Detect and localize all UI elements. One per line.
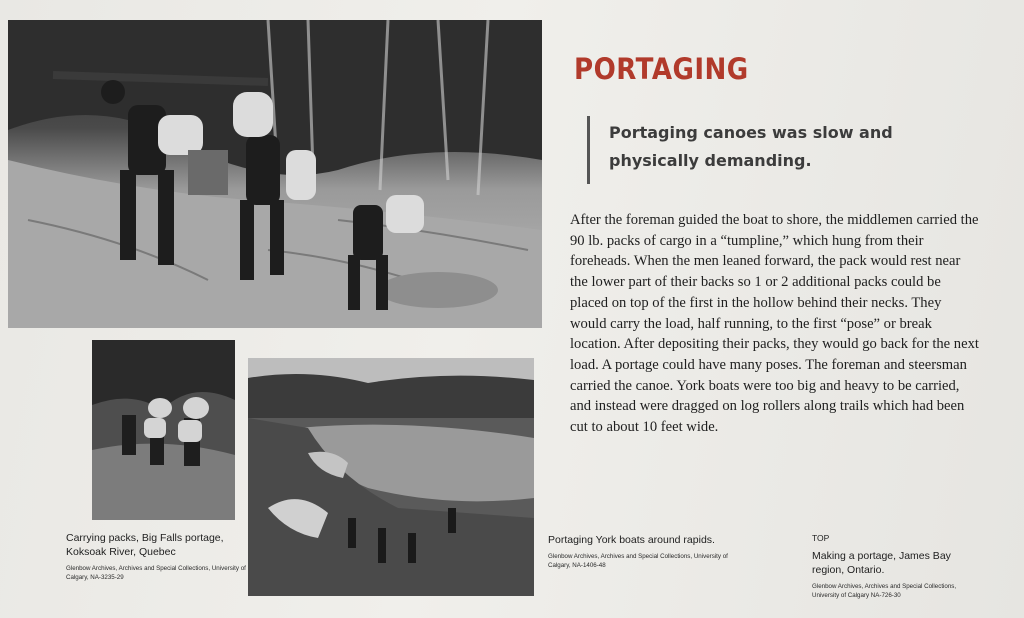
body-paragraph: After the foreman guided the boat to shore, the middlemen carried the 90 lb. packs of cargo in a “tumpline,” which hung from their foreheads. When the men leaned forward, the pack would rest near the lower part of their backs so 1 or 2 additional packs could be placed on top of the first in the hollow behind their necks. They would carry the load, half running, to the first “pose” or break location. After depositing their packs, they would go back for the next load. A portage could have many poses. The foreman and steersman carried the canoe. York boats were too big and heavy to be carried, and instead were dragged on log rollers along trails which had been cut to about 10 feet wide. <box>570 212 979 436</box>
caption-middle-main: Portaging York boats around rapids. <box>548 534 715 546</box>
caption-right <box>812 533 982 600</box>
photo-york-boats-rapids <box>248 358 534 596</box>
caption-left-main: Carrying packs, Big Falls portage, Koksoak River, Quebec <box>66 532 224 558</box>
pull-quote-bar <box>587 116 590 184</box>
caption-right-tag: TOP <box>812 533 830 543</box>
photo-portage-james-bay <box>8 20 542 328</box>
caption-left <box>66 531 246 582</box>
caption-middle <box>548 533 748 570</box>
body-text <box>570 210 980 438</box>
caption-left-credit: Glenbow Archives, Archives and Special Collections, University of Calgary, NA-3235-29 <box>66 565 246 581</box>
pull-quote: Portaging canoes was slow and physically demanding. <box>609 123 893 170</box>
caption-middle-credit: Glenbow Archives, Archives and Special Collections, University of Calgary, NA-1406-48 <box>548 553 728 569</box>
photo-big-falls-portage <box>92 340 235 520</box>
caption-right-main: Making a portage, James Bay region, Ontario. <box>812 550 951 576</box>
caption-right-credit: Glenbow Archives, Archives and Special Collections, University of Calgary NA-726-30 <box>812 583 957 599</box>
page-title: PORTAGING <box>574 52 749 86</box>
